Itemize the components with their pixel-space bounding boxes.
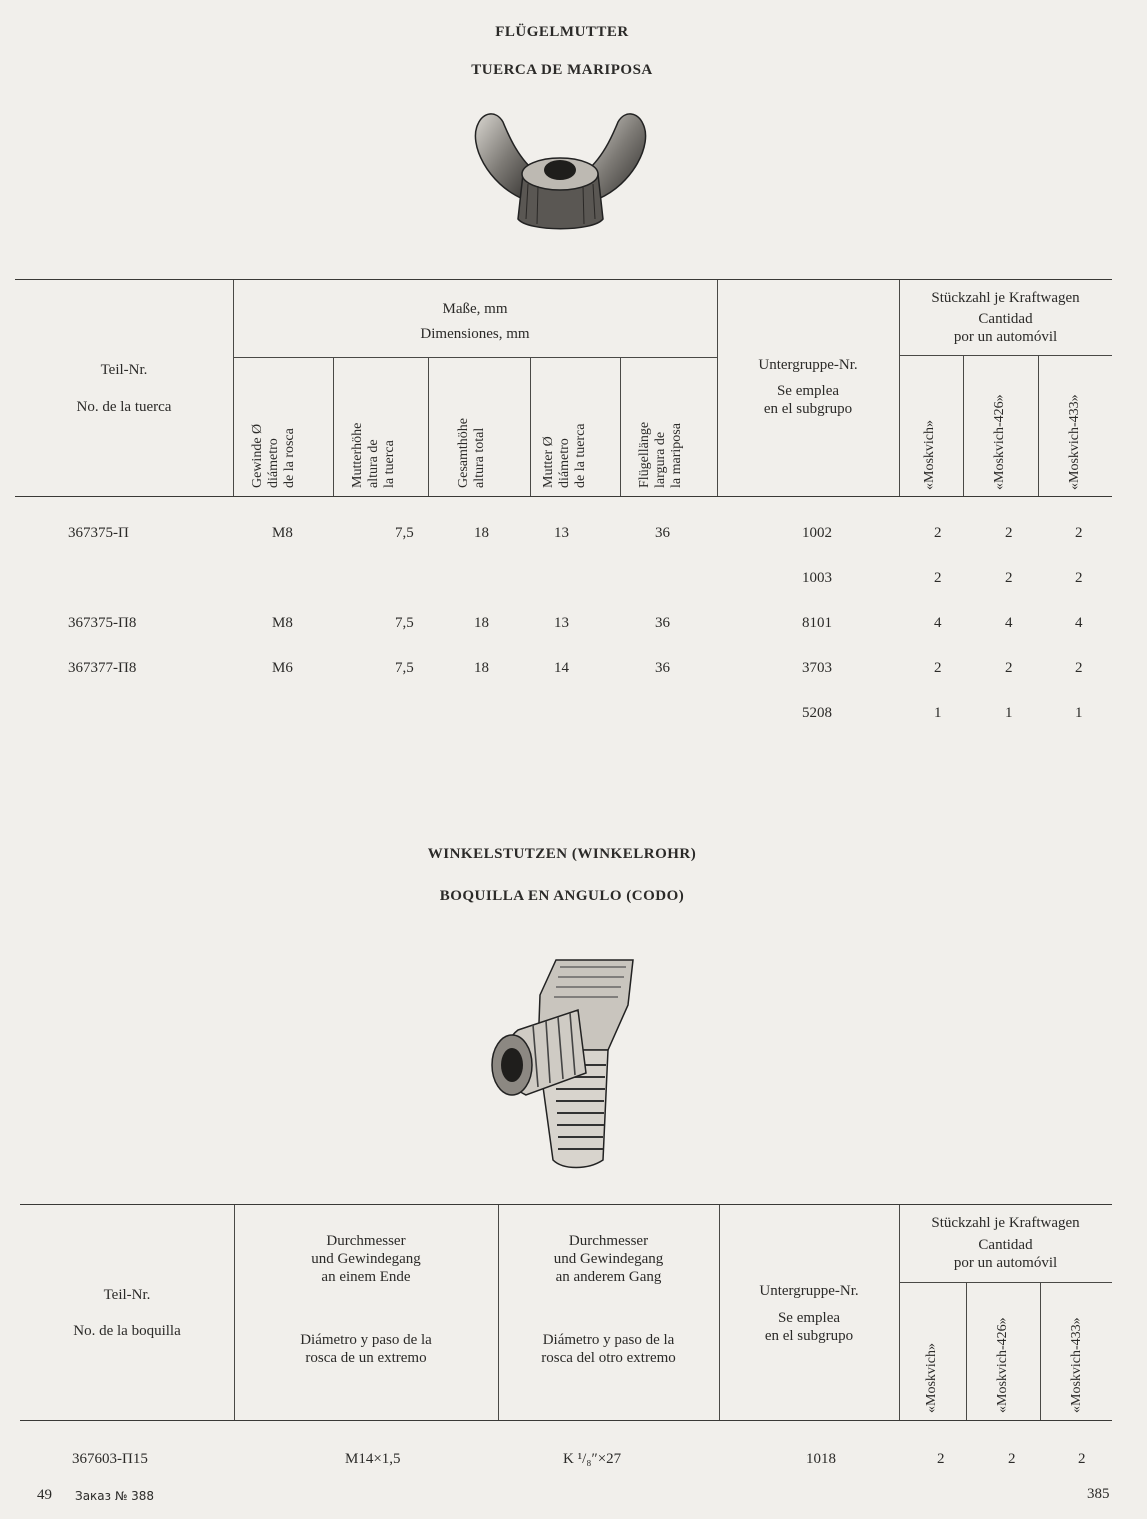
table-row-wing: 36 xyxy=(655,660,670,676)
t1-col-wing-length: Flügellänge largura de la mariposa xyxy=(637,421,684,488)
t2-model-426: «Moskvich-426» xyxy=(995,1317,1010,1413)
t1-model-moskvich: «Moskvich» xyxy=(922,420,937,490)
table-row-q2: 1 xyxy=(1005,705,1013,721)
wing-nut-illustration xyxy=(468,104,653,236)
t2-subgroup-1: Untergruppe-Nr. xyxy=(759,1283,859,1299)
table-row-end2: K ¹/₈″×27 xyxy=(563,1451,622,1467)
table-row-q2: 4 xyxy=(1005,615,1013,631)
section2-title-de: WINKELSTUTZEN (WINKELROHR) xyxy=(427,846,697,862)
table-row-q2: 2 xyxy=(1008,1451,1016,1467)
table-row-q3: 2 xyxy=(1078,1451,1086,1467)
table-row-nut: 13 xyxy=(554,615,569,631)
t2-end1-de-3: an einem Ende xyxy=(321,1269,411,1285)
table-row-q1: 2 xyxy=(934,525,942,541)
t2-end1-de-1: Durchmesser xyxy=(326,1233,406,1249)
t1-col-total-height: Gesamthöhe altura total xyxy=(456,418,487,488)
table-row-q1: 2 xyxy=(934,660,942,676)
table1-vline xyxy=(963,356,964,496)
table-row-q2: 2 xyxy=(1005,570,1013,586)
table-row-wing: 36 xyxy=(655,615,670,631)
t1-subgroup-1: Untergruppe-Nr. xyxy=(758,357,858,373)
t1-dimensions-de: Maße, mm xyxy=(442,301,508,317)
table-row-q1: 2 xyxy=(934,570,942,586)
table1-vline xyxy=(428,358,429,496)
table-row-subgroup: 1003 xyxy=(802,570,832,586)
table-row-subgroup: 8101 xyxy=(802,615,832,631)
table-row-q2: 2 xyxy=(1005,525,1013,541)
t2-model-433: «Moskvich-433» xyxy=(1069,1317,1084,1413)
table1-qty-subrule xyxy=(899,355,1112,356)
t1-qty-2: Cantidad xyxy=(978,311,1033,327)
table-row-end1: M14×1,5 xyxy=(345,1451,401,1467)
table-row-subgroup: 3703 xyxy=(802,660,832,676)
table-row-q3: 2 xyxy=(1075,525,1083,541)
table-row-thread: M8 xyxy=(272,525,293,541)
footer-sheet-number: 49 xyxy=(37,1487,52,1503)
table-row-q3: 1 xyxy=(1075,705,1083,721)
table-row-q1: 4 xyxy=(934,615,942,631)
table-row-total: 18 xyxy=(474,660,489,676)
table-row-nut: 13 xyxy=(554,525,569,541)
t1-partno-es: No. de la tuerca xyxy=(76,399,172,415)
t2-qty-3: por un automóvil xyxy=(953,1255,1058,1271)
t2-end1-de-2: und Gewindegang xyxy=(311,1251,421,1267)
table-row-subgroup: 1018 xyxy=(806,1451,836,1467)
table-row-total: 18 xyxy=(474,525,489,541)
t2-end2-de-1: Durchmesser xyxy=(568,1233,649,1249)
t1-partno-de: Teil-Nr. xyxy=(100,362,148,378)
table-row-q2: 2 xyxy=(1005,660,1013,676)
t1-col-nut-height: Mutterhöhe altura de la tuerca xyxy=(350,422,397,488)
table1-header-rule xyxy=(15,496,1112,497)
t1-col-thread: Gewinde Ø diámetro de la rosca xyxy=(250,423,297,488)
table-row-q3: 2 xyxy=(1075,660,1083,676)
table-row-part: 367375-П xyxy=(68,525,129,541)
t2-partno-es: No. de la boquilla xyxy=(73,1323,181,1339)
table1-top-rule xyxy=(15,279,1112,280)
table-row-height: 7,5 xyxy=(395,525,414,541)
t2-end2-es-2: rosca del otro extremo xyxy=(541,1350,676,1366)
section1-title-de: FLÜGELMUTTER xyxy=(495,24,629,40)
table2-header-rule xyxy=(20,1420,1112,1421)
t2-end2-de-3: an anderem Gang xyxy=(555,1269,662,1285)
t2-end1-es-1: Diámetro y paso de la xyxy=(300,1332,432,1348)
table-row-height: 7,5 xyxy=(395,615,414,631)
table2-qty-subrule xyxy=(899,1282,1112,1283)
table-row-total: 18 xyxy=(474,615,489,631)
t1-subgroup-2: Se emplea xyxy=(776,383,840,399)
table-row-subgroup: 5208 xyxy=(802,705,832,721)
table1-vline xyxy=(333,358,334,496)
table1-vline xyxy=(1038,356,1039,496)
table-row-part: 367603-П15 xyxy=(72,1451,148,1467)
table-row-q1: 1 xyxy=(934,705,942,721)
t1-qty-3: por un automóvil xyxy=(953,329,1058,345)
t2-qty-2: Cantidad xyxy=(978,1237,1033,1253)
table-row-thread: M8 xyxy=(272,615,293,631)
t2-end2-es-1: Diámetro y paso de la xyxy=(542,1332,675,1348)
table1-vline xyxy=(620,358,621,496)
table-row-height: 7,5 xyxy=(395,660,414,676)
t1-model-426: «Moskvich-426» xyxy=(992,394,1007,490)
table-row-part: 367375-П8 xyxy=(68,615,137,631)
t2-end1-es-2: rosca de un extremo xyxy=(305,1350,427,1366)
t2-qty-1: Stückzahl je Kraftwagen xyxy=(931,1215,1080,1231)
t2-subgroup-2: Se emplea xyxy=(777,1310,841,1326)
section2-title-es: BOQUILLA EN ANGULO (CODO) xyxy=(439,888,685,904)
t1-qty-1: Stückzahl je Kraftwagen xyxy=(931,290,1080,306)
table1-vline xyxy=(530,358,531,496)
t2-end2-de-2: und Gewindegang xyxy=(553,1251,664,1267)
table-row-thread: M6 xyxy=(272,660,293,676)
t1-dimensions-es: Dimensiones, mm xyxy=(420,326,530,342)
section1-title-es: TUERCA DE MARIPOSA xyxy=(471,62,653,78)
table1-dim-subrule xyxy=(233,357,717,358)
table2-top-rule xyxy=(20,1204,1112,1205)
table-row-q3: 2 xyxy=(1075,570,1083,586)
t2-partno-de: Teil-Nr. xyxy=(103,1287,151,1303)
t1-col-nut-diameter: Mutter Ø diámetro de la tuerca xyxy=(541,423,588,488)
t2-subgroup-3: en el subgrupo xyxy=(764,1328,854,1344)
t2-model-moskvich: «Moskvich» xyxy=(924,1343,939,1413)
page-number: 385 xyxy=(1087,1486,1110,1502)
table2-vline xyxy=(966,1283,967,1420)
table-row-nut: 14 xyxy=(554,660,569,676)
footer-order: Заказ № 388 xyxy=(75,1489,155,1503)
table2-vline xyxy=(1040,1283,1041,1420)
elbow-fitting-illustration xyxy=(478,955,648,1170)
table-row-q3: 4 xyxy=(1075,615,1083,631)
table-row-subgroup: 1002 xyxy=(802,525,832,541)
table-row-part: 367377-П8 xyxy=(68,660,137,676)
t1-model-433: «Moskvich-433» xyxy=(1067,394,1082,490)
table-row-wing: 36 xyxy=(655,525,670,541)
t1-subgroup-3: en el subgrupo xyxy=(763,401,853,417)
table-row-q1: 2 xyxy=(937,1451,945,1467)
